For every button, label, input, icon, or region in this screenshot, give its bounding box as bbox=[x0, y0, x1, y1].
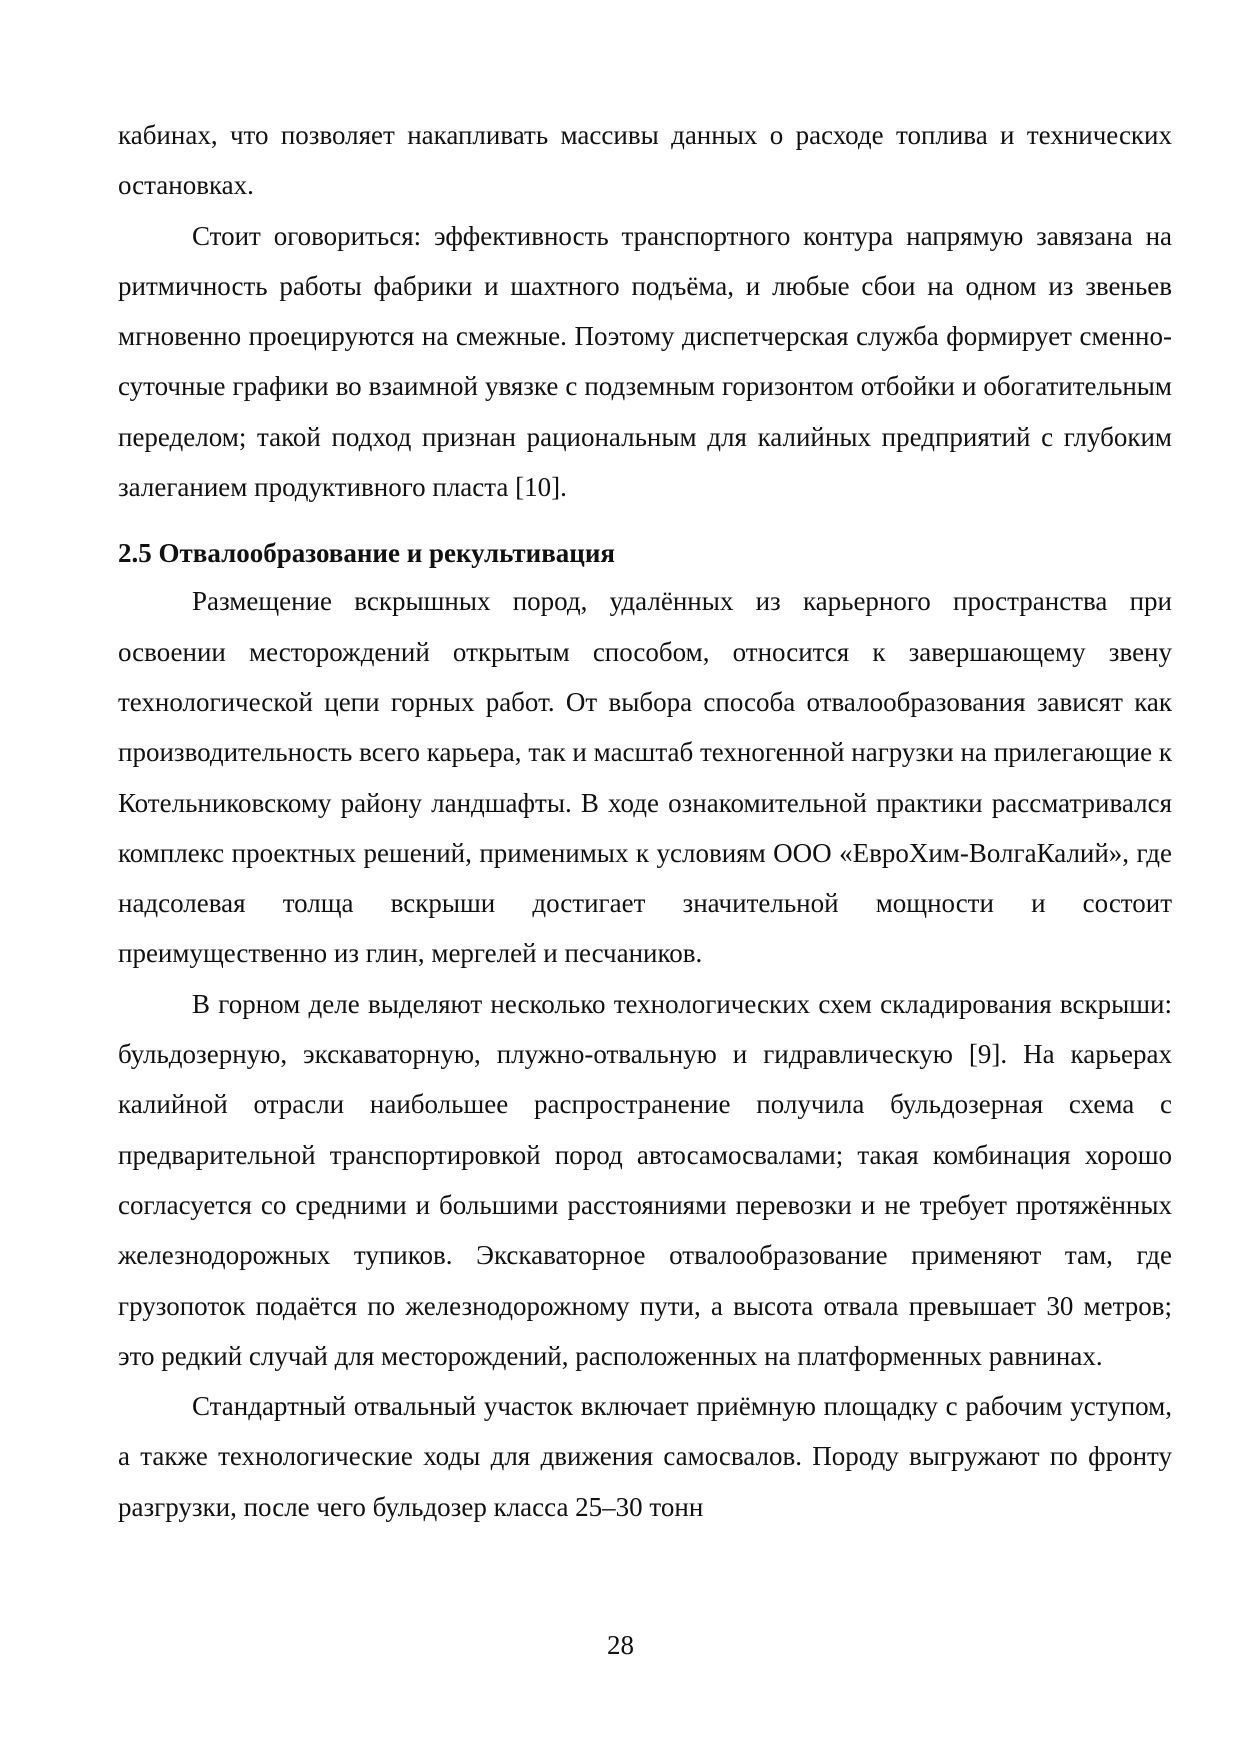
paragraph-overburden-placement: Размещение вскрышных пород, удалённых из карьерного пространства при освоении месторождений открытым способом, относится к завершающему звену технологической цепи горных работ. От выбора способа отвалообразования зависят как производительность всего карьера, так и масштаб техногенной нагрузки на прилегающие к Котельниковскому району ландшафты. В ходе ознакомительной практики рассматривался комплекс проектных решений, применимых к условиям ООО «ЕвроХим-ВолгаКалий», где надсолевая толща вскрыши достигает значительной мощности и состоит преимущественно из глин, мергелей и песчаников. bbox=[118, 586, 1172, 969]
paragraph-fuel-data: кабинах, что позволяет накапливать массивы данных о расходе топлива и технических остановках. bbox=[118, 120, 1172, 201]
page-number: 28 bbox=[607, 1630, 634, 1660]
paragraph-dumping-schemes: В горном деле выделяют несколько технологических схем складирования вскрыши: бульдозерную, экскаваторную, плужно-отвальную и гидравлическую [9]. На карьерах калийной отрасли наибольшее распространение получила бульдозерная схема с предварительной транспортировкой пород автосамосвалами; такая комбинация хорошо согласуется со средними и большими расстояниями перевозки и не требует протяжённых железнодорожных тупиков. Экскаваторное отвалообразование применяют там, где грузопоток подаётся по железнодорожному пути, а высота отвала превышает 30 метров; это редкий случай для месторождений, расположенных на платформенных равнинах. bbox=[118, 988, 1172, 1371]
document-page bbox=[118, 110, 1172, 1532]
paragraph-transport-contour: Стоит оговориться: эффективность транспортного контура напрямую завязана на ритмичность работы фабрики и шахтного подъёма, и любые сбои на одном из звеньев мгновенно проецируются на смежные. Поэтому диспетчерская служба формирует сменно-суточные графики во взаимной увязке с подземным горизонтом отбойки и обогатительным переделом; такой подход признан рациональным для калийных предприятий с глубоким залеганием продуктивного пласта [10]. bbox=[118, 220, 1172, 503]
section-heading: 2.5 Отвалообразование и рекультивация bbox=[118, 538, 616, 569]
paragraph-dump-site: Стандартный отвальный участок включает приёмную площадку с рабочим уступом, а также технологические ходы для движения самосвалов. Породу выгружают по фронту разгрузки, после чего бульдозер класса 25–30 тонн bbox=[118, 1391, 1172, 1522]
